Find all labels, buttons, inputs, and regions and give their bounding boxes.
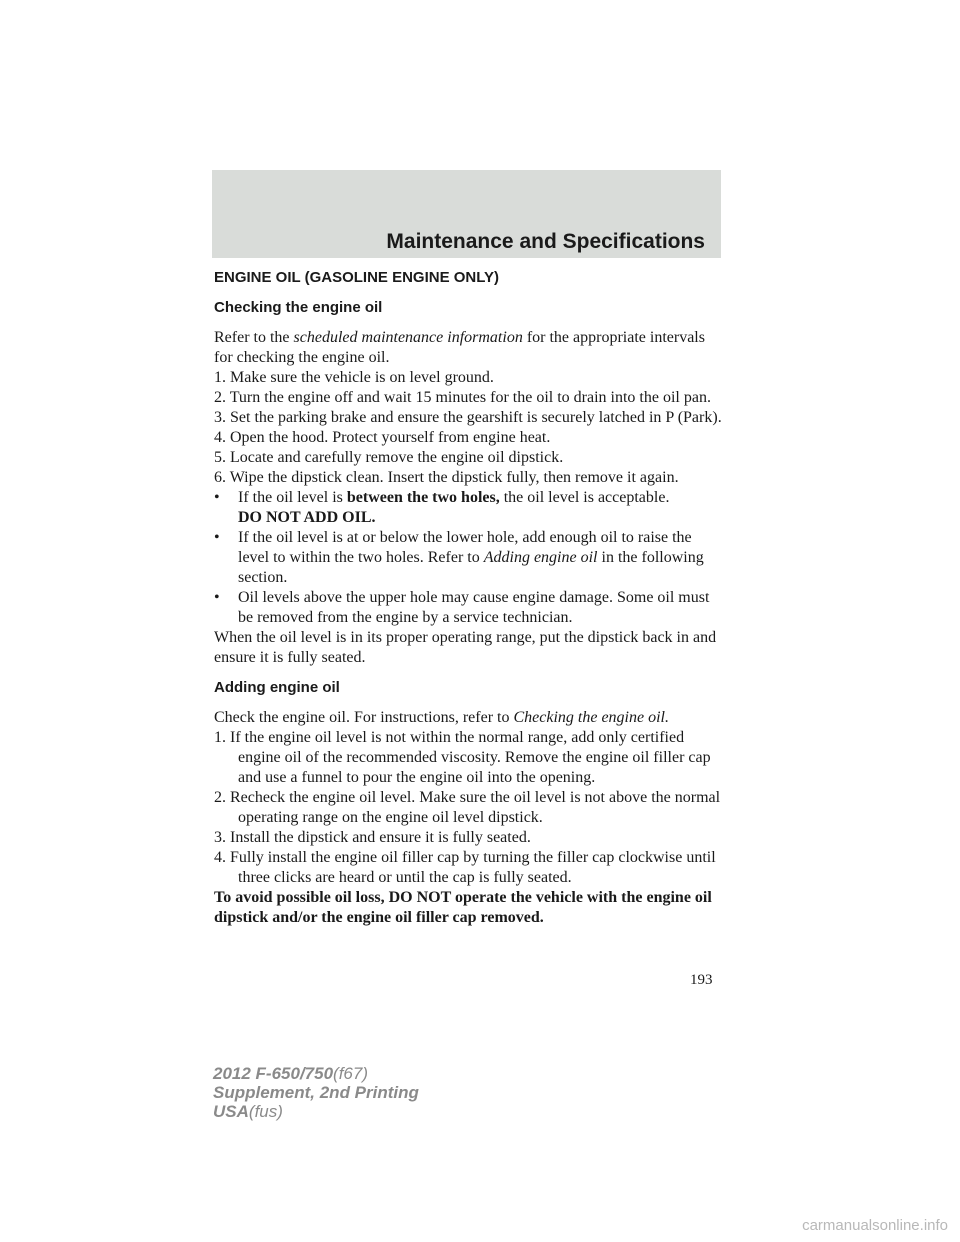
checking-step-5: 5. Locate and carefully remove the engine oil dipstick. (214, 449, 564, 466)
footer-line-market: USA(fus) (213, 1102, 283, 1121)
checking-intro: Refer to the scheduled maintenance information for the appropriate intervals for checking the engine oil. (214, 329, 705, 366)
do-not-add-oil: DO NOT ADD OIL. (238, 509, 376, 526)
bullet-dot: • (214, 489, 220, 506)
scheduled-maintenance-reference: scheduled maintenance information (293, 329, 523, 346)
adding-heading: Adding engine oil (214, 679, 340, 696)
oil-loss-warning: To avoid possible oil loss, DO NOT operate the vehicle with the engine oil dipstick and/or the engine oil filler cap removed. (214, 889, 712, 926)
publication-footer (213, 1064, 419, 1121)
bullet-dot: • (214, 589, 220, 606)
watermark: carmanualsonline.info (802, 1217, 948, 1234)
page-content (214, 268, 724, 928)
checking-engine-oil-reference: Checking the engine oil. (513, 709, 669, 726)
page-number: 193 (690, 972, 713, 988)
adding-step-2: 2. Recheck the engine oil level. Make sure the oil level is not above the normal operating range on the engine oil level dipstick. (214, 789, 721, 826)
bullet-dot: • (214, 529, 220, 546)
checking-heading: Checking the engine oil (214, 299, 383, 316)
bullet-high-level: • Oil levels above the upper hole may cause engine damage. Some oil must be removed from the engine by a service technician. (214, 589, 710, 626)
checking-step-6: 6. Wipe the dipstick clean. Insert the dipstick fully, then remove it again. (214, 469, 679, 486)
adding-intro: Check the engine oil. For instructions, refer to Checking the engine oil. (214, 709, 669, 726)
adding-step-4: 4. Fully install the engine oil filler cap by turning the filler cap clockwise until three clicks are heard or until the cap is fully seated. (214, 849, 716, 886)
footer-line-model: 2012 F-650/750(f67) (213, 1064, 369, 1083)
adding-step-1: 1. If the engine oil level is not within the normal range, add only certified engine oil of the recommended viscosity. Remove the engine oil filler cap and use a funnel to pour the engine oil into the opening. (214, 729, 711, 786)
adding-step-3: 3. Install the dipstick and ensure it is fully seated. (214, 829, 531, 846)
checking-closing: When the oil level is in its proper operating range, put the dipstick back in and ensure it is fully seated. (214, 629, 717, 666)
checking-step-1: 1. Make sure the vehicle is on level ground. (214, 369, 494, 386)
bullet-acceptable-level: • If the oil level is between the two holes, the oil level is acceptable. (214, 489, 670, 506)
checking-step-3: 3. Set the parking brake and ensure the gearshift is securely latched in P (Park). (214, 409, 722, 426)
checking-step-4: 4. Open the hood. Protect yourself from engine heat. (214, 429, 551, 446)
adding-engine-oil-reference: Adding engine oil (483, 549, 598, 566)
bullet-low-level: • If the oil level is at or below the lower hole, add enough oil to raise the level to within the two holes. Refer to Adding engine oil in the following section. (214, 529, 704, 586)
checking-step-2: 2. Turn the engine off and wait 15 minutes for the oil to drain into the oil pan. (214, 389, 711, 406)
footer-line-supplement: Supplement, 2nd Printing (213, 1083, 419, 1102)
section-header-band (212, 170, 721, 258)
section-title: ENGINE OIL (GASOLINE ENGINE ONLY) (214, 269, 500, 286)
chapter-title: Maintenance and Specifications (386, 230, 705, 253)
